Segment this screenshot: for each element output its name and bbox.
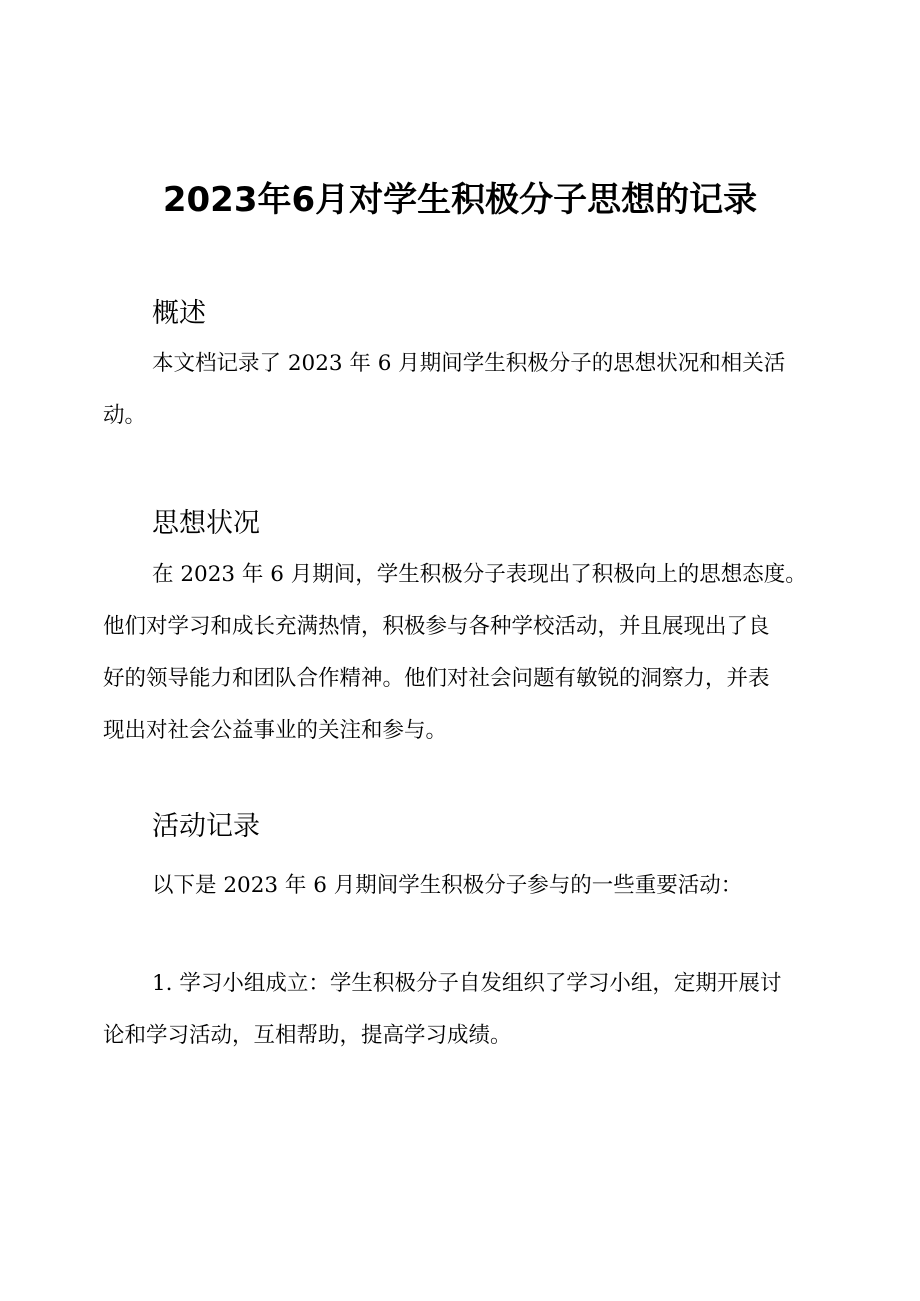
section-intro-activity-record	[103, 860, 833, 912]
section-paragraph-overview	[103, 338, 833, 442]
paragraph-line: 他们对学习和成长充满热情，积极参与各种学校活动，并且展现出了良	[103, 614, 770, 639]
paragraph-line: 现出对社会公益事业的关注和参与。	[103, 718, 448, 743]
paragraph-line: 在 2023 年 6 月期间，学生积极分子表现出了积极向上的思想态度。	[152, 562, 807, 587]
activity-list-item	[103, 958, 833, 1062]
paragraph-line: 动。	[103, 403, 147, 428]
paragraph-line: 以下是 2023 年 6 月期间学生积极分子参与的一些重要活动：	[152, 873, 743, 898]
section-heading-activity-record: 活动记录	[152, 811, 260, 842]
document-title: 2023年6月对学生积极分子思想的记录	[162, 180, 758, 220]
list-item-line: 1. 学习小组成立：学生积极分子自发组织了学习小组，定期开展讨	[152, 971, 782, 996]
list-item-line: 论和学习活动，互相帮助，提高学习成绩。	[103, 1023, 512, 1048]
section-paragraph-thought-status	[103, 549, 833, 757]
section-heading-overview: 概述	[152, 298, 206, 329]
paragraph-line: 好的领导能力和团队合作精神。他们对社会问题有敏锐的洞察力，并表	[103, 666, 770, 691]
paragraph-line: 本文档记录了 2023 年 6 月期间学生积极分子的思想状况和相关活	[152, 351, 786, 376]
section-heading-thought-status: 思想状况	[152, 508, 260, 539]
